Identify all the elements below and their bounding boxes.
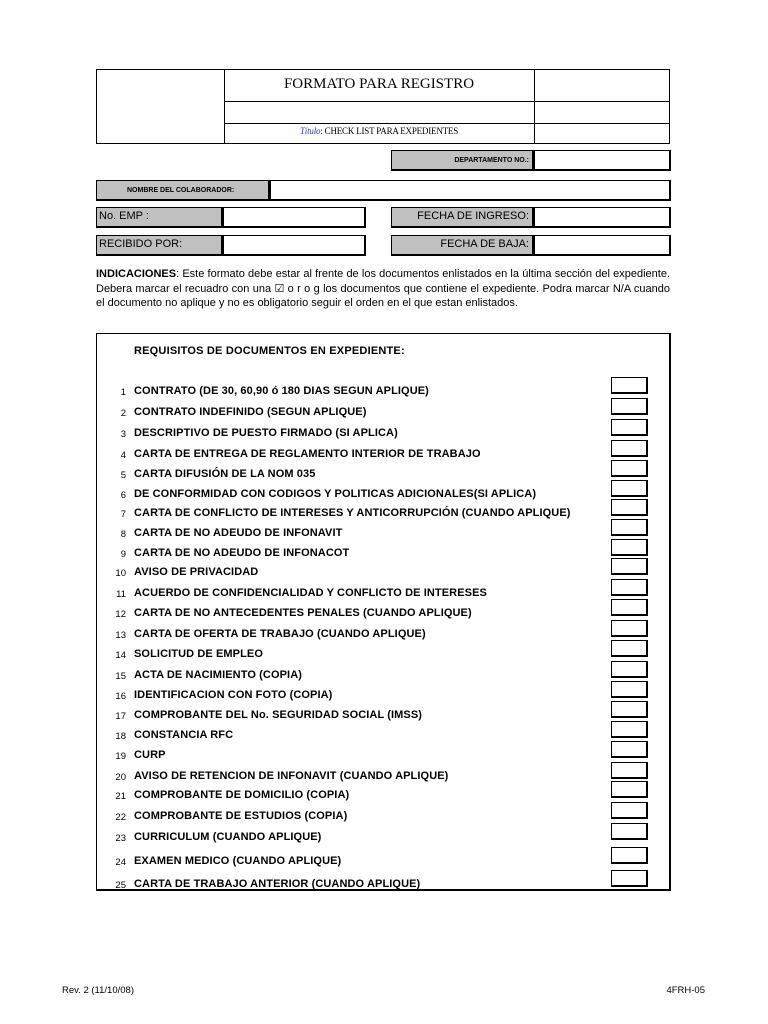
item-number: 8 (120, 529, 126, 540)
form-title: FORMATO PARA REGISTRO (283, 76, 475, 92)
item-number: 3 (120, 429, 126, 440)
item-number: 14 (115, 650, 126, 661)
item-label: CARTA DE NO ANTECEDENTES PENALES (CUANDO APLIQUE) (134, 607, 472, 619)
item-number: 25 (115, 880, 126, 891)
item-checkbox[interactable] (611, 480, 648, 497)
fecha-baja-field[interactable] (534, 235, 671, 256)
item-number: 9 (120, 549, 126, 560)
item-label: DESCRIPTIVO DE PUESTO FIRMADO (SI APLICA) (134, 427, 398, 439)
item-label: CARTA DE CONFLICTO DE INTERESES Y ANTICORRUPCIÓN (CUANDO APLIQUE) (134, 507, 571, 519)
item-checkbox[interactable] (611, 599, 648, 616)
item-checkbox[interactable] (611, 377, 648, 394)
fecha-ingreso-field[interactable] (534, 207, 671, 228)
item-number: 23 (115, 833, 126, 844)
item-number: 1 (120, 387, 126, 398)
header-divider (224, 123, 669, 124)
item-number: 15 (115, 671, 126, 682)
item-number: 18 (115, 731, 126, 742)
item-label: AVISO DE RETENCION DE INFONAVIT (CUANDO APLIQUE) (134, 770, 449, 782)
item-number: 22 (115, 812, 126, 823)
item-checkbox[interactable] (611, 440, 648, 457)
no-emp-field[interactable] (223, 207, 366, 228)
item-number: 19 (115, 751, 126, 762)
header-divider (534, 70, 535, 143)
recibido-field[interactable] (223, 235, 366, 256)
fecha-baja-label: FECHA DE BAJA: (391, 235, 534, 256)
item-number: 11 (116, 589, 126, 600)
item-checkbox[interactable] (611, 519, 648, 536)
item-number: 21 (115, 791, 126, 802)
colaborador-field[interactable] (270, 180, 671, 201)
form-code: 4FRH-05 (666, 985, 705, 996)
item-checkbox[interactable] (611, 539, 648, 556)
item-label: CONSTANCIA RFC (134, 729, 234, 741)
item-label: IDENTIFICACION CON FOTO (COPIA) (134, 689, 333, 701)
instructions-symbols: ☑ o r o g (274, 282, 320, 295)
recibido-label: RECIBIDO POR: (96, 235, 223, 256)
item-number: 12 (115, 609, 126, 620)
item-checkbox[interactable] (611, 661, 648, 678)
header-divider (224, 101, 669, 102)
departamento-field[interactable] (534, 150, 671, 171)
item-label: CARTA DE OFERTA DE TRABAJO (CUANDO APLIQUE) (134, 628, 426, 640)
revision-label: Rev. 2 (11/10/08) (62, 985, 134, 996)
item-number: 16 (115, 691, 126, 702)
item-number: 13 (115, 630, 126, 641)
item-number: 10 (115, 568, 126, 579)
item-label: CARTA DE TRABAJO ANTERIOR (CUANDO APLIQUE) (134, 878, 421, 890)
item-label: CARTA DE NO ADEUDO DE INFONAVIT (134, 527, 343, 539)
item-label: CARTA DIFUSIÓN DE LA NOM 035 (134, 468, 316, 480)
item-checkbox[interactable] (611, 870, 648, 887)
item-label: COMPROBANTE DE ESTUDIOS (COPIA) (134, 810, 348, 822)
item-label: CARTA DE ENTREGA DE REGLAMENTO INTERIOR DE TRABAJO (134, 448, 481, 460)
item-label: COMPROBANTE DEL No. SEGURIDAD SOCIAL (IMSS) (134, 709, 423, 721)
instructions-text-1: : Este formato debe estar al frente de los documentos enlistados en la última sección del expediente. Debera marcar el recuadro con una (96, 268, 670, 295)
item-checkbox[interactable] (611, 762, 648, 779)
item-number: 4 (120, 450, 126, 461)
item-checkbox[interactable] (611, 781, 648, 798)
item-label: SOLICITUD DE EMPLEO (134, 648, 264, 660)
item-label: DE CONFORMIDAD CON CODIGOS Y POLITICAS ADICIONALES(SI APLICA) (134, 488, 537, 500)
item-number: 17 (115, 711, 126, 722)
departamento-label: DEPARTAMENTO NO.: (391, 150, 534, 171)
item-checkbox[interactable] (611, 398, 648, 415)
item-checkbox[interactable] (611, 823, 648, 840)
checklist-heading: REQUISITOS DE DOCUMENTOS EN EXPEDIENTE: (134, 345, 405, 357)
form-subtitle (224, 126, 534, 136)
item-checkbox[interactable] (611, 460, 648, 477)
subtitle-value: : CHECK LIST PARA EXPEDIENTES (320, 126, 459, 136)
instructions-heading: INDICACIONES (96, 268, 177, 280)
item-checkbox[interactable] (611, 579, 648, 596)
instructions-text-2: los documentos que contiene el expediente. Podra marcar N/A cuando el documento no aplique y no es obligatorio seguir el orden en el que estan enlistados. (96, 282, 670, 309)
item-checkbox[interactable] (611, 721, 648, 738)
item-number: 7 (120, 509, 126, 520)
item-checkbox[interactable] (611, 681, 648, 698)
item-checkbox[interactable] (611, 741, 648, 758)
item-checkbox[interactable] (611, 499, 648, 516)
no-emp-label: No. EMP : (96, 207, 223, 228)
subtitle-label: Título (299, 126, 321, 136)
item-label: COMPROBANTE DE DOMICILIO (COPIA) (134, 789, 350, 801)
item-number: 5 (120, 470, 126, 481)
item-number: 6 (120, 490, 126, 501)
colaborador-label: NOMBRE DEL COLABORADOR: (96, 180, 270, 201)
item-checkbox[interactable] (611, 701, 648, 718)
item-label: AVISO DE PRIVACIDAD (134, 566, 259, 578)
item-label: EXAMEN MEDICO (CUANDO APLIQUE) (134, 855, 342, 867)
item-checkbox[interactable] (611, 847, 648, 864)
item-label: CARTA DE NO ADEUDO DE INFONACOT (134, 547, 350, 559)
item-checkbox[interactable] (611, 802, 648, 819)
item-label: CONTRATO (DE 30, 60,90 ó 180 DIAS SEGUN APLIQUE) (134, 385, 429, 397)
item-number: 2 (120, 408, 126, 419)
item-checkbox[interactable] (611, 558, 648, 575)
item-label: ACUERDO DE CONFIDENCIALIDAD Y CONFLICTO DE INTERESES (134, 587, 487, 599)
instructions (96, 267, 670, 311)
item-number: 24 (115, 857, 126, 868)
item-label: ACTA DE NACIMIENTO (COPIA) (134, 669, 303, 681)
form-header (96, 69, 670, 144)
item-label: CONTRATO INDEFINIDO (SEGUN APLIQUE) (134, 406, 367, 418)
item-number: 20 (115, 772, 126, 783)
item-label: CURRICULUM (CUANDO APLIQUE) (134, 831, 322, 843)
item-checkbox[interactable] (611, 640, 648, 657)
fecha-ingreso-label: FECHA DE INGRESO: (391, 207, 534, 228)
item-label: CURP (134, 749, 166, 761)
item-checkbox[interactable] (611, 620, 648, 637)
item-checkbox[interactable] (611, 419, 648, 436)
